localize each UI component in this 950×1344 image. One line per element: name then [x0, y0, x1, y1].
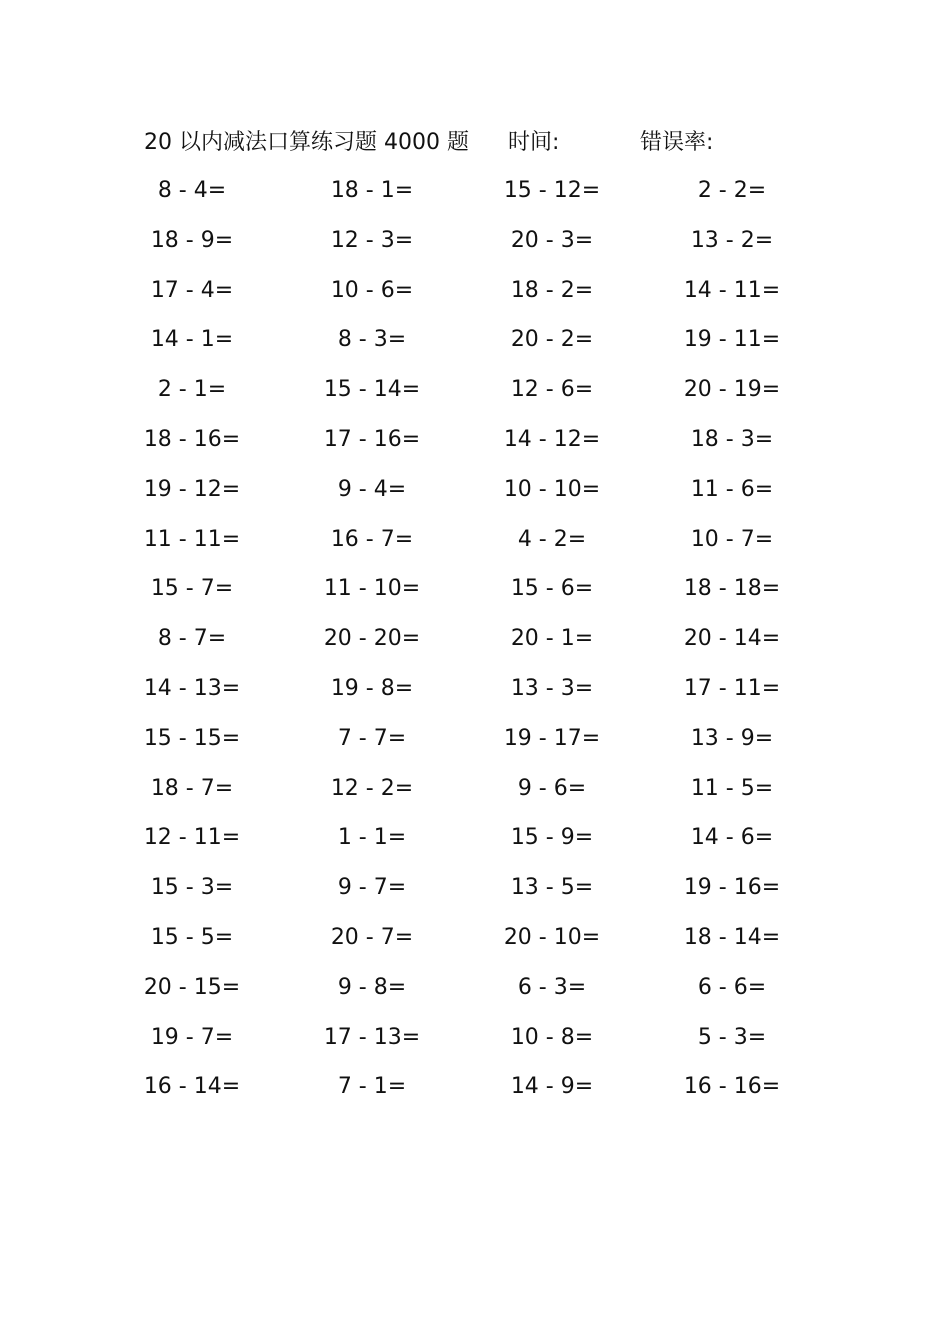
- problem-item: 15 - 5=: [150, 924, 234, 950]
- problem-item: 20 - 14=: [683, 626, 781, 652]
- problem-item: 18 - 9=: [150, 227, 234, 253]
- problem-item: 2 - 1=: [157, 377, 227, 403]
- problem-item: 11 - 10=: [323, 576, 421, 602]
- problem-item: 18 - 18=: [683, 576, 781, 602]
- problem-row: [0, 622, 950, 672]
- problem-item: 14 - 6=: [690, 825, 774, 851]
- problem-row: [0, 174, 950, 224]
- problem-item: 20 - 2=: [510, 327, 594, 353]
- problem-item: 17 - 13=: [323, 1024, 421, 1050]
- problem-item: 16 - 16=: [683, 1074, 781, 1100]
- problem-item: 7 - 7=: [337, 725, 407, 751]
- problem-item: 9 - 8=: [337, 974, 407, 1000]
- problem-item: 17 - 11=: [683, 675, 781, 701]
- problem-item: 15 - 15=: [143, 725, 241, 751]
- problem-item: 13 - 5=: [510, 875, 594, 901]
- problem-row: [0, 871, 950, 921]
- problem-row: [0, 1070, 950, 1120]
- problem-grid: [0, 174, 950, 1120]
- problem-item: 20 - 3=: [510, 227, 594, 253]
- problem-item: 15 - 6=: [510, 576, 594, 602]
- problem-row: [0, 722, 950, 772]
- problem-item: 18 - 2=: [510, 277, 594, 303]
- problem-item: 19 - 11=: [683, 327, 781, 353]
- problem-item: 18 - 16=: [143, 426, 241, 452]
- problem-item: 19 - 12=: [143, 476, 241, 502]
- problem-item: 11 - 5=: [690, 775, 774, 801]
- problem-item: 18 - 7=: [150, 775, 234, 801]
- problem-item: 9 - 7=: [337, 875, 407, 901]
- problem-item: 17 - 16=: [323, 426, 421, 452]
- problem-item: 14 - 9=: [510, 1074, 594, 1100]
- problem-item: 20 - 10=: [503, 924, 601, 950]
- problem-row: [0, 971, 950, 1021]
- problem-item: 9 - 6=: [517, 775, 587, 801]
- problem-item: 20 - 7=: [330, 924, 414, 950]
- problem-item: 16 - 14=: [143, 1074, 241, 1100]
- problem-item: 14 - 12=: [503, 426, 601, 452]
- problem-item: 7 - 1=: [337, 1074, 407, 1100]
- problem-item: 15 - 9=: [510, 825, 594, 851]
- problem-item: 12 - 11=: [143, 825, 241, 851]
- problem-row: [0, 921, 950, 971]
- problem-row: [0, 423, 950, 473]
- problem-item: 19 - 8=: [330, 675, 414, 701]
- problem-item: 6 - 6=: [697, 974, 767, 1000]
- problem-row: [0, 572, 950, 622]
- problem-item: 9 - 4=: [337, 476, 407, 502]
- problem-item: 14 - 1=: [150, 327, 234, 353]
- problem-item: 8 - 3=: [337, 327, 407, 353]
- problem-item: 2 - 2=: [697, 178, 767, 203]
- problem-item: 6 - 3=: [517, 974, 587, 1000]
- problem-item: 11 - 6=: [690, 476, 774, 502]
- problem-item: 18 - 3=: [690, 426, 774, 452]
- problem-item: 14 - 13=: [143, 675, 241, 701]
- time-label: 时间:: [508, 130, 560, 155]
- problem-item: 10 - 10=: [503, 476, 601, 502]
- problem-item: 18 - 14=: [683, 924, 781, 950]
- worksheet-title: 20 以内减法口算练习题 4000 题: [144, 130, 469, 155]
- problem-item: 13 - 9=: [690, 725, 774, 751]
- problem-item: 20 - 20=: [323, 626, 421, 652]
- problem-item: 10 - 6=: [330, 277, 414, 303]
- problem-item: 5 - 3=: [697, 1024, 767, 1050]
- problem-item: 15 - 7=: [150, 576, 234, 602]
- problem-item: 8 - 4=: [157, 178, 227, 203]
- problem-row: [0, 821, 950, 871]
- problem-item: 19 - 17=: [503, 725, 601, 751]
- problem-row: [0, 772, 950, 822]
- problem-row: [0, 224, 950, 274]
- problem-item: 14 - 11=: [683, 277, 781, 303]
- problem-item: 13 - 3=: [510, 675, 594, 701]
- problem-item: 20 - 1=: [510, 626, 594, 652]
- problem-item: 19 - 16=: [683, 875, 781, 901]
- problem-row: [0, 323, 950, 373]
- problem-item: 20 - 15=: [143, 974, 241, 1000]
- problem-item: 15 - 3=: [150, 875, 234, 901]
- problem-item: 13 - 2=: [690, 227, 774, 253]
- problem-item: 16 - 7=: [330, 526, 414, 552]
- problem-item: 12 - 3=: [330, 227, 414, 253]
- problem-row: [0, 473, 950, 523]
- problem-item: 12 - 2=: [330, 775, 414, 801]
- problem-row: [0, 373, 950, 423]
- error-rate-label: 错误率:: [640, 130, 714, 155]
- problem-item: 10 - 7=: [690, 526, 774, 552]
- problem-item: 19 - 7=: [150, 1024, 234, 1050]
- problem-row: [0, 672, 950, 722]
- problem-item: 15 - 12=: [503, 178, 601, 203]
- problem-item: 15 - 14=: [323, 377, 421, 403]
- problem-item: 8 - 7=: [157, 626, 227, 652]
- problem-item: 20 - 19=: [683, 377, 781, 403]
- problem-item: 12 - 6=: [510, 377, 594, 403]
- problem-item: 1 - 1=: [337, 825, 407, 851]
- problem-item: 10 - 8=: [510, 1024, 594, 1050]
- problem-row: [0, 1021, 950, 1071]
- problem-item: 18 - 1=: [330, 178, 414, 203]
- worksheet-header: [0, 126, 950, 160]
- problem-row: [0, 274, 950, 324]
- problem-item: 17 - 4=: [150, 277, 234, 303]
- problem-row: [0, 523, 950, 573]
- problem-item: 11 - 11=: [143, 526, 241, 552]
- problem-item: 4 - 2=: [517, 526, 587, 552]
